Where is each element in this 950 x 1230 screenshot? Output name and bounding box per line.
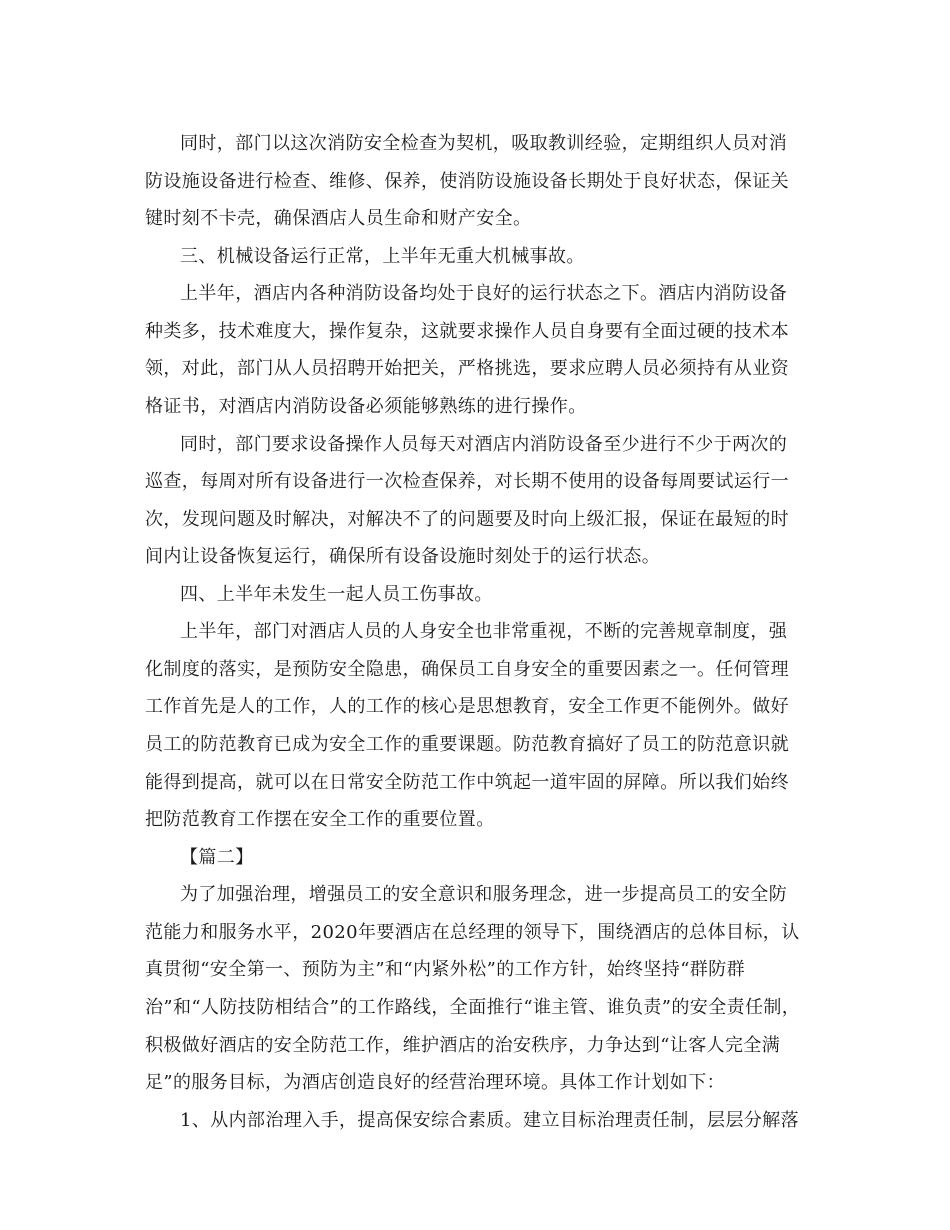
paragraph-line: 领，对此，部门从人员招聘开始把关，严格挑选，要求应聘人员必须持有从业资 bbox=[145, 358, 789, 379]
paragraph-line: 范能力和服务水平，2020年要酒店在总经理的领导下，围绕酒店的总体目标，认 bbox=[145, 922, 800, 943]
paragraph-line: 键时刻不卡壳，确保酒店人员生命和财产安全。 bbox=[145, 208, 532, 229]
paragraph-line: 化制度的落实，是预防安全隐患，确保员工自身安全的重要因素之一。任何管理 bbox=[145, 659, 789, 680]
paragraph-line: 格证书，对酒店内消防设备必须能够熟练的进行操作。 bbox=[145, 396, 587, 417]
paragraph-line: 同时，部门以这次消防安全检查为契机，吸取教训经验，定期组织人员对消 bbox=[180, 133, 788, 154]
paragraph-line: 积极做好酒店的安全防范工作，维护酒店的治安秩序，力争达到“让客人完全满 bbox=[145, 1035, 781, 1056]
paragraph-line: 次，发现问题及时解决，对解决不了的问题要及时向上级汇报，保证在最短的时 bbox=[145, 509, 789, 530]
paragraph-line: 员工的防范教育已成为安全工作的重要课题。防范教育搞好了员工的防范意识就 bbox=[145, 734, 789, 755]
paragraph-line: 巡查，每周对所有设备进行一次检查保养，对长期不使用的设备每周要试运行一 bbox=[145, 471, 789, 492]
paragraph-line: 治”和“人防技防相结合”的工作路线，全面推行“谁主管、谁负责”的安全责任制， bbox=[145, 997, 801, 1018]
paragraph-line: 上半年，部门对酒店人员的人身安全也非常重视，不断的完善规章制度，强 bbox=[180, 621, 788, 642]
paragraph-line: 能得到提高，就可以在日常安全防范工作中筑起一道牢固的屏障。所以我们始终 bbox=[145, 772, 789, 793]
part-heading: 【篇二】 bbox=[180, 847, 254, 868]
paragraph-line: 防设施设备进行检查、维修、保养，使消防设施设备长期处于良好状态，保证关 bbox=[145, 171, 789, 192]
paragraph-line: 上半年，酒店内各种消防设备均处于良好的运行状态之下。酒店内消防设备 bbox=[180, 283, 788, 304]
paragraph-line: 真贯彻“安全第一、预防为主”和“内紧外松”的工作方针，始终坚持“群防群 bbox=[145, 959, 746, 980]
paragraph-line: 为了加强治理，增强员工的安全意识和服务理念，进一步提高员工的安全防 bbox=[180, 884, 788, 905]
paragraph-line: 1、从内部治理入手，提高保安综合素质。建立目标治理责任制，层层分解落 bbox=[180, 1110, 800, 1131]
section-heading: 四、上半年未发生一起人员工伤事故。 bbox=[180, 584, 493, 605]
paragraph-line: 种类多，技术难度大，操作复杂，这就要求操作人员自身要有全面过硬的技术本 bbox=[145, 321, 789, 342]
paragraph-line: 把防范教育工作摆在安全工作的重要位置。 bbox=[145, 809, 495, 830]
paragraph-line: 间内让设备恢复运行，确保所有设备设施时刻处于的运行状态。 bbox=[145, 546, 661, 567]
paragraph-line: 工作首先是人的工作，人的工作的核心是思想教育，安全工作更不能例外。做好 bbox=[145, 696, 789, 717]
section-heading: 三、机械设备运行正常，上半年无重大机械事故。 bbox=[180, 246, 585, 267]
paragraph-line: 足”的服务目标，为酒店创造良好的经营治理环境。具体工作计划如下： bbox=[145, 1072, 725, 1093]
paragraph-line: 同时，部门要求设备操作人员每天对酒店内消防设备至少进行不少于两次的 bbox=[180, 434, 788, 455]
